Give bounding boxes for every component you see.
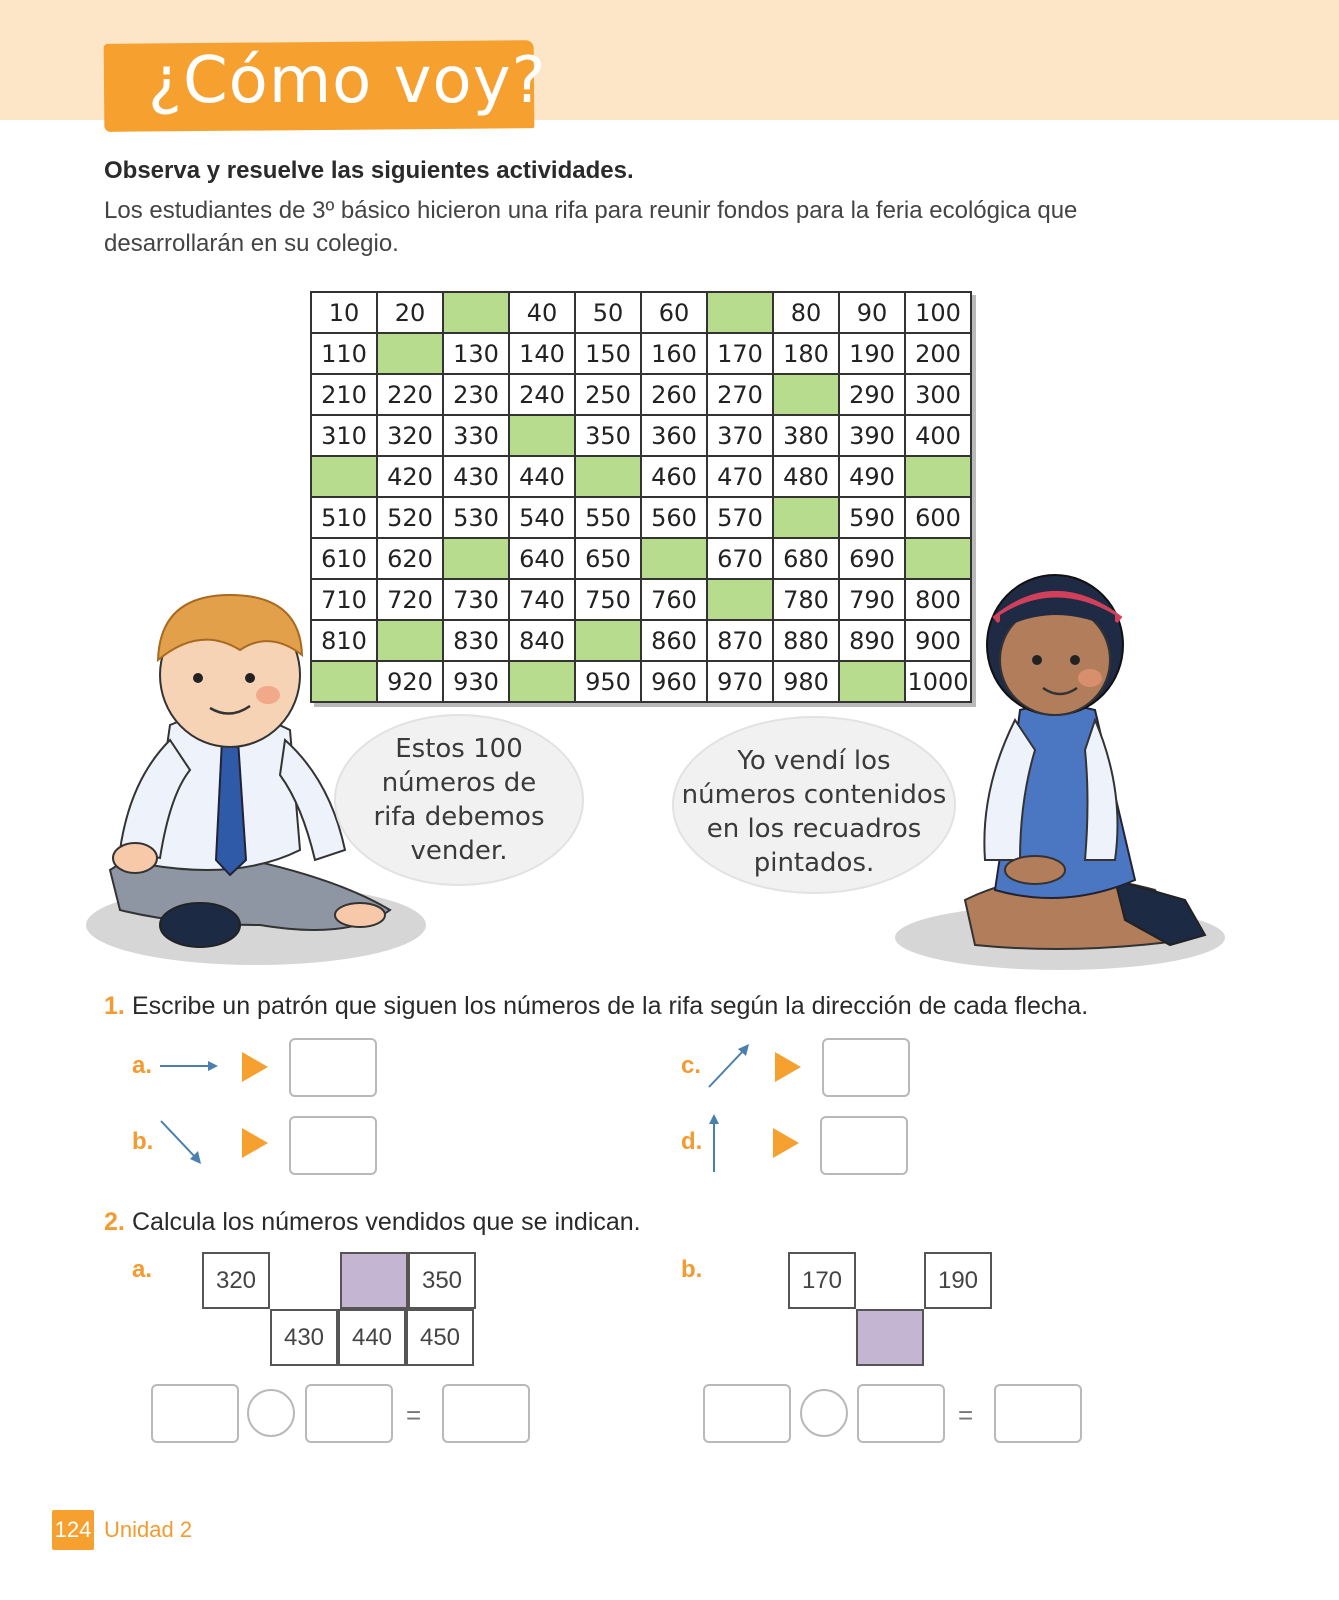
play-arrow-icon (775, 1052, 801, 1082)
answer-box-1a[interactable] (289, 1038, 377, 1097)
number-cell: 790 (839, 579, 905, 620)
number-cell: 90 (839, 292, 905, 333)
unit-label: Unidad 2 (104, 1517, 193, 1542)
grid-row (311, 374, 971, 415)
number-cell: 420 (377, 456, 443, 497)
number-cell: 230 (443, 374, 509, 415)
number-cell: 170 (707, 333, 773, 374)
painted-cell (905, 456, 971, 497)
number-cell: 60 (641, 292, 707, 333)
painted-cell (575, 456, 641, 497)
girl-illustration (925, 560, 1225, 960)
number-cell: 80 (773, 292, 839, 333)
painted-cell (443, 538, 509, 579)
answer-box-1b[interactable] (289, 1116, 377, 1175)
number-cell: 210 (311, 374, 377, 415)
result-box-2b[interactable] (994, 1384, 1082, 1443)
number-cell: 300 (905, 374, 971, 415)
context-text: Los estudiantes de 3º básico hicieron una rifa para reunir fondos para la feria ecológica que desarrollarán en su colegio. (104, 197, 1078, 257)
operand-box-2b-2[interactable] (857, 1384, 945, 1443)
arrow-down-right-icon (158, 1118, 204, 1166)
arrow-right-icon (158, 1058, 220, 1074)
number-cell: 370 (707, 415, 773, 456)
number-cell: 310 (311, 415, 377, 456)
number-cell: 890 (839, 620, 905, 661)
number-cell: 570 (707, 497, 773, 538)
number-cell: 200 (905, 333, 971, 374)
number-cell: 760 (641, 579, 707, 620)
activity1-a-letter: a. (132, 1052, 153, 1079)
number-cell: 320 (377, 415, 443, 456)
equals-sign: = (406, 1400, 422, 1430)
number-cell: 380 (773, 415, 839, 456)
grid-cell: 430 (270, 1309, 338, 1366)
number-cell: 140 (509, 333, 575, 374)
number-cell: 930 (443, 661, 509, 702)
number-cell: 540 (509, 497, 575, 538)
number-cell: 360 (641, 415, 707, 456)
number-cell: 800 (905, 579, 971, 620)
number-cell: 680 (773, 538, 839, 579)
number-cell: 440 (509, 456, 575, 497)
number-cell: 950 (575, 661, 641, 702)
number-cell: 560 (641, 497, 707, 538)
activity1-text: Escribe un patrón que siguen los números de la rifa según la dirección de cada flecha. (132, 992, 1089, 1020)
painted-cell (575, 620, 641, 661)
number-cell: 220 (377, 374, 443, 415)
operand-box-2b-1[interactable] (703, 1384, 791, 1443)
page-number: 124 (52, 1510, 94, 1550)
operator-circle-2a[interactable] (247, 1389, 295, 1437)
number-cell: 840 (509, 620, 575, 661)
number-cell: 350 (575, 415, 641, 456)
answer-box-1d[interactable] (820, 1116, 908, 1175)
number-cell: 290 (839, 374, 905, 415)
number-cell: 20 (377, 292, 443, 333)
number-cell: 600 (905, 497, 971, 538)
painted-cell (773, 374, 839, 415)
number-cell: 670 (707, 538, 773, 579)
number-cell: 830 (443, 620, 509, 661)
number-cell: 810 (311, 620, 377, 661)
highlighted-cell (856, 1309, 924, 1366)
grid-row (311, 292, 971, 333)
number-cell: 710 (311, 579, 377, 620)
number-cell: 390 (839, 415, 905, 456)
number-cell: 10 (311, 292, 377, 333)
number-cell: 110 (311, 333, 377, 374)
number-cell: 480 (773, 456, 839, 497)
number-cell: 970 (707, 661, 773, 702)
number-cell: 260 (641, 374, 707, 415)
number-cell: 690 (839, 538, 905, 579)
bubble-line: Yo vendí los (737, 746, 891, 776)
number-cell: 180 (773, 333, 839, 374)
number-cell: 40 (509, 292, 575, 333)
highlighted-cell (340, 1252, 408, 1309)
activity2-b-letter: b. (681, 1256, 703, 1283)
number-cell: 160 (641, 333, 707, 374)
number-cell: 720 (377, 579, 443, 620)
painted-cell (377, 333, 443, 374)
activity2-text: Calcula los números vendidos que se indican. (132, 1208, 641, 1236)
activity2-number: 2. (104, 1208, 125, 1236)
bubble-line: números contenidos (681, 780, 947, 810)
number-cell: 590 (839, 497, 905, 538)
painted-cell (839, 661, 905, 702)
painted-cell (707, 579, 773, 620)
number-cell: 640 (509, 538, 575, 579)
bubble-line: números de (381, 768, 537, 798)
number-cell: 920 (377, 661, 443, 702)
number-cell: 240 (509, 374, 575, 415)
grid-cell: 350 (408, 1252, 476, 1309)
answer-box-1c[interactable] (822, 1038, 910, 1097)
number-cell: 730 (443, 579, 509, 620)
grid-cell: 440 (338, 1309, 406, 1366)
bubble-line: pintados. (753, 848, 875, 878)
activity1-d-letter: d. (681, 1128, 703, 1155)
number-cell: 190 (839, 333, 905, 374)
painted-cell (641, 538, 707, 579)
grid-row (311, 538, 971, 579)
number-cell: 470 (707, 456, 773, 497)
equals-sign: = (958, 1400, 974, 1430)
number-cell: 880 (773, 620, 839, 661)
painted-cell (443, 292, 509, 333)
number-cell: 900 (905, 620, 971, 661)
number-cell: 510 (311, 497, 377, 538)
number-cell: 740 (509, 579, 575, 620)
number-cell: 460 (641, 456, 707, 497)
operator-circle-2b[interactable] (800, 1389, 848, 1437)
painted-cell (509, 415, 575, 456)
number-cell: 860 (641, 620, 707, 661)
grid-row (311, 415, 971, 456)
number-cell: 980 (773, 661, 839, 702)
number-cell: 270 (707, 374, 773, 415)
activity1-number: 1. (104, 992, 125, 1020)
bubble-line: Estos 100 (395, 734, 523, 764)
operand-box-2a-1[interactable] (151, 1384, 239, 1443)
number-cell: 750 (575, 579, 641, 620)
number-cell: 780 (773, 579, 839, 620)
painted-cell (707, 292, 773, 333)
grid-cell: 320 (202, 1252, 270, 1309)
number-cell: 550 (575, 497, 641, 538)
grid-cell: 190 (924, 1252, 992, 1309)
grid-row (311, 497, 971, 538)
grid-cell: 450 (406, 1309, 474, 1366)
number-cell: 620 (377, 538, 443, 579)
girl-speech-bubble (672, 716, 956, 894)
number-cell: 430 (443, 456, 509, 497)
number-cell: 100 (905, 292, 971, 333)
grid-cell: 170 (788, 1252, 856, 1309)
page-title: ¿Cómo voy? (148, 44, 547, 118)
result-box-2a[interactable] (442, 1384, 530, 1443)
grid-row (311, 456, 971, 497)
play-arrow-icon (242, 1052, 268, 1082)
activity1-c-letter: c. (681, 1052, 702, 1079)
arrow-up-right-icon (706, 1042, 752, 1090)
boy-speech-bubble (334, 714, 584, 886)
number-cell: 150 (575, 333, 641, 374)
number-cell: 870 (707, 620, 773, 661)
painted-cell (509, 661, 575, 702)
painted-cell (311, 456, 377, 497)
number-cell: 650 (575, 538, 641, 579)
number-cell: 250 (575, 374, 641, 415)
painted-cell (773, 497, 839, 538)
bubble-line: vender. (410, 836, 508, 866)
instruction-text: Observa y resuelve las siguientes actividades. (104, 157, 634, 184)
number-cell: 400 (905, 415, 971, 456)
number-cell: 530 (443, 497, 509, 538)
operand-box-2a-2[interactable] (305, 1384, 393, 1443)
activity2-a-letter: a. (132, 1256, 153, 1283)
number-cell: 520 (377, 497, 443, 538)
play-arrow-icon (242, 1128, 268, 1158)
number-cell: 1000 (905, 661, 971, 702)
number-cell: 330 (443, 415, 509, 456)
number-cell: 130 (443, 333, 509, 374)
number-cell: 960 (641, 661, 707, 702)
activity1-b-letter: b. (132, 1128, 154, 1155)
number-cell: 490 (839, 456, 905, 497)
bubble-line: en los recuadros (706, 814, 922, 844)
play-arrow-icon (773, 1128, 799, 1158)
arrow-up-icon (706, 1112, 722, 1174)
number-cell: 610 (311, 538, 377, 579)
number-cell: 50 (575, 292, 641, 333)
bubble-line: rifa debemos (373, 802, 545, 832)
grid-row (311, 333, 971, 374)
